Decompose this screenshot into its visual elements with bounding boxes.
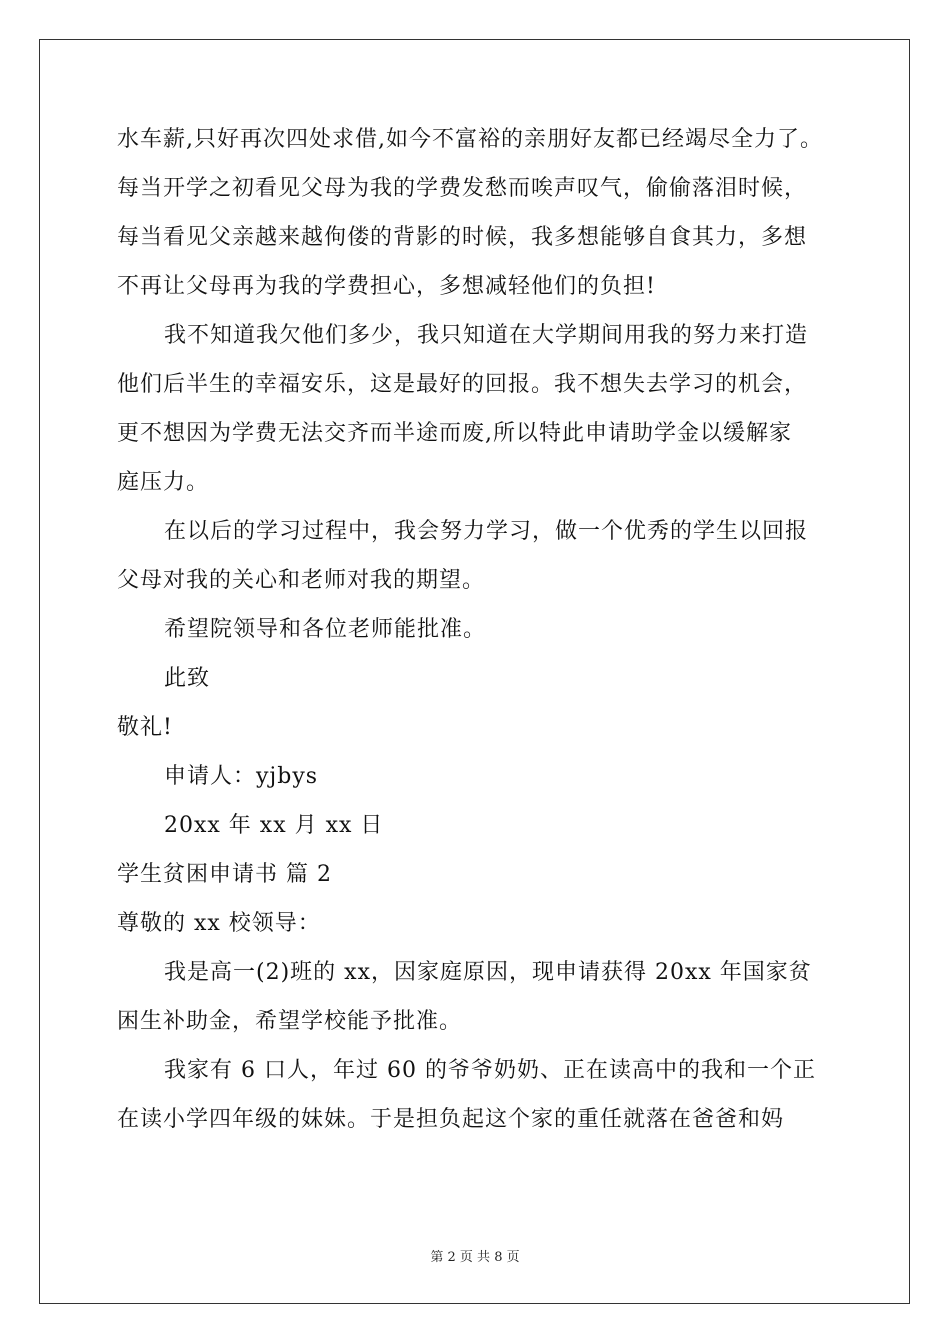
applicant-line: 申请人：yjbys [164,764,319,789]
text-line: 我不知道我欠他们多少，我只知道在大学期间用我的努力来打造 [164,323,809,348]
text-line: 我家有 6 口人，年过 60 的爷爷奶奶、正在读高中的我和一个正 [164,1058,816,1083]
section-heading: 学生贫困申请书 篇 2 [117,862,332,887]
text-line: 在以后的学习过程中，我会努力学习，做一个优秀的学生以回报 [164,519,809,544]
text-line: 每当开学之初看见父母为我的学费发愁而唉声叹气，偷偷落泪时候， [117,176,808,201]
page-number: 第 2 页 共 8 页 [430,1250,520,1265]
text-line: 此致 [164,666,211,691]
text-line: 不再让父母再为我的学费担心，多想减轻他们的负担! [117,274,656,299]
page-footer [0,1246,950,1265]
text-line: 我是高一(2)班的 xx，因家庭原因，现申请获得 20xx 年国家贫 [164,960,812,985]
text-line: 困生补助金，希望学校能予批准。 [117,1009,463,1034]
salutation-line: 尊敬的 xx 校领导： [117,911,321,936]
text-line: 每当看见父亲越来越佝偻的背影的时候，我多想能够自食其力，多想 [117,225,808,250]
text-line: 他们后半生的幸福安乐，这是最好的回报。我不想失去学习的机会， [117,372,808,397]
text-line: 父母对我的关心和老师对我的期望。 [117,568,486,593]
text-line: 希望院领导和各位老师能批准。 [164,617,487,642]
text-line: 水车薪,只好再次四处求借,如今不富裕的亲朋好友都已经竭尽全力了。 [117,127,823,152]
text-line: 庭压力。 [117,470,210,495]
date-line: 20xx 年 xx 月 xx 日 [164,813,384,838]
text-line: 在读小学四年级的妹妹。于是担负起这个家的重任就落在爸爸和妈 [117,1107,785,1132]
text-line: 敬礼! [117,715,173,740]
text-line: 更不想因为学费无法交齐而半途而废,所以特此申请助学金以缓解家 [117,421,792,446]
